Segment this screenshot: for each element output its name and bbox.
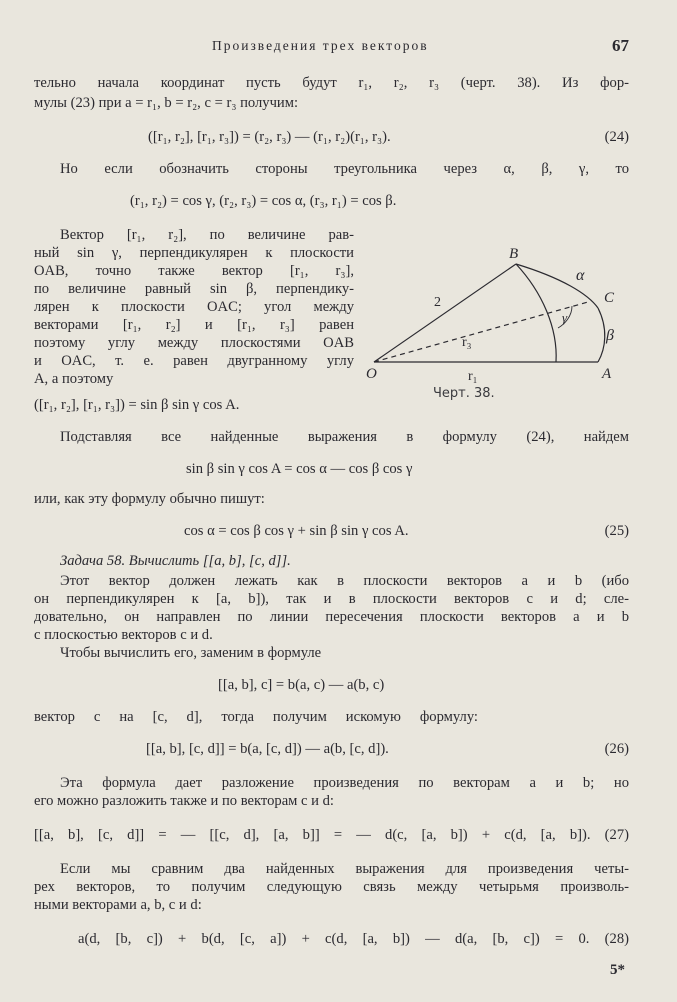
text-line: рех векторов, то получим следующую связь между четырьмя произволь- [34,879,629,895]
equation-substitute: [[a, b], c] = b(a, c) — a(b, c) [218,677,385,693]
label-O: O [366,366,377,382]
text-line: и OAC, т. е. равен двугранному углу [34,353,354,369]
text-line: векторами [r₁, r₂] и [r₁, r₃] равен [34,317,354,333]
text-line: его можно разложить также и по векторам c и d: [34,793,334,809]
figure-38 [366,244,636,384]
text-line: довательно, он направлен по линии пересечения плоскости векторов a и b [34,609,629,625]
text-line: ными векторами a, b, c и d: [34,897,202,913]
equation-27: [[a, b], [c, d]] = — [[c, d], [a, b]] = — d(c, [a, b]) + c(d, [a, b]). (27) [34,827,629,843]
equation-28: a(d, [b, c]) + b(d, [c, a]) + c(d, [a, b]) — d(a, [b, c]) = 0. (28) [78,931,629,947]
text-line: Подставляя все найденные выражения в формулу (24), найдем [60,429,629,445]
equation-middle: sin β sin γ cos A = cos α — cos β cos γ [186,461,413,477]
equation-number: (24) [604,129,629,145]
label-alpha: α [576,267,585,284]
text-line: A, а поэтому [34,371,114,387]
equation-number: (25) [604,523,629,539]
text-line: Этот вектор должен лежать как в плоскости векторов a и b (ибо [60,573,629,589]
label-r3: r₃ [462,335,472,350]
signature-mark: 5* [610,962,625,978]
arc-CA [598,308,605,362]
equation-26: [[a, b], [c, d]] = b(a, [c, d]) — a(b, [c, d]). [146,741,389,757]
label-r1: r₁ [468,369,478,384]
text-line: или, как эту формулу обычно пишут: [34,491,265,507]
text-line: Но если обозначить стороны треугольника через α, β, γ, то [60,161,629,177]
label-two: 2 [434,295,441,310]
text-line: поэтому углу между плоскостями OAB [34,335,354,351]
text-line: с плоскостью векторов c и d. [34,627,213,643]
text-line: Если мы сравним два найденных выражения для произведения четы- [60,861,629,877]
text-line: по величине равный sin β, перпендику- [34,281,354,297]
label-beta: β [606,327,614,344]
running-header [0,36,677,58]
text-line: мулы (23) при a = r₁, b = r₂, c = r₃ получим: [34,95,299,111]
header-title: Произведения трех векторов [212,38,429,53]
equation-sin: ([r₁, r₂], [r₁, r₃]) = sin β sin γ cos A. [34,397,240,413]
label-C: C [604,290,615,306]
label-gamma: γ [562,310,568,325]
equation-25: cos α = cos β cos γ + sin β sin γ cos A. [184,523,409,539]
task-58: Задача 58. Вычислить [[a, b], [c, d]]. [60,553,291,569]
text-line: вектор c на [c, d], тогда получим искомую формулу: [34,709,478,725]
text-line: тельно начала координат пусть будут r₁, r₂, r₃ (черт. 38). Из фор- [34,75,629,91]
figure-caption: Черт. 38. [433,386,495,401]
text-line: он перпендикулярен к [a, b]), так и в плоскости векторов c и d; сле- [34,591,629,607]
label-B: B [509,246,519,262]
page-number: 67 [612,36,629,55]
label-A: A [602,366,612,382]
equation-24: ([r₁, r₂], [r₁, r₃]) = (r₂, r₃) — (r₁, r₂)(r₁, r₃). [148,129,391,145]
equation-number: (26) [604,741,629,757]
text-line: лярен к плоскости OAC; угол между [34,299,354,315]
text-line: Чтобы вычислить его, заменим в формуле [60,645,322,661]
text-line: OAB, точно также вектор [r₁, r₃], [34,263,354,279]
text-line: Вектор [r₁, r₂], по величине рав- [60,227,354,243]
text-line: ный sin γ, перпендикулярен к плоскости [34,245,354,261]
edge-OB [374,264,516,362]
text-line: Эта формула дает разложение произведения по векторам a и b; но [60,775,629,791]
equation-cos: (r₁, r₂) = cos γ, (r₂, r₃) = cos α, (r₃, r₁) = cos β. [130,193,397,209]
arc-BC [516,264,598,308]
